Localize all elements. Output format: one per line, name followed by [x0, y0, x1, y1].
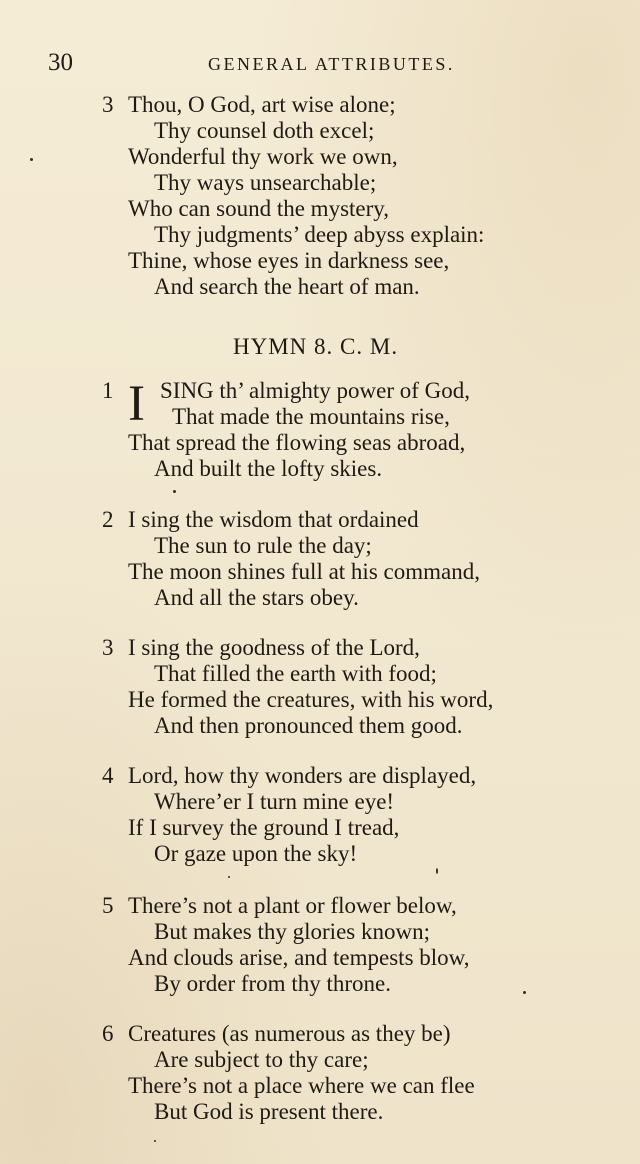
ink-speck: [154, 1140, 156, 1142]
verse-line: The moon shines full at his command,: [128, 559, 480, 584]
ink-speck: [228, 876, 230, 878]
stanza-number: 3: [102, 92, 114, 117]
verse-line: Thy ways unsearchable;: [154, 170, 377, 195]
hymn-title: HYMN 8. C. M.: [233, 334, 399, 359]
verse-line: Wonderful thy work we own,: [128, 144, 398, 169]
verse-line: If I survey the ground I tread,: [128, 815, 400, 840]
stanza-number: 3: [102, 635, 114, 660]
ink-speck: [173, 490, 176, 493]
verse-line: Where’er I turn mine eye!: [154, 789, 395, 814]
verse-line: Creatures (as numerous as they be): [128, 1021, 451, 1046]
stanza-number: 4: [102, 763, 114, 788]
stanza-number: 5: [102, 893, 114, 918]
verse-line: That made the mountains rise,: [172, 404, 450, 429]
drop-cap: I: [128, 376, 145, 432]
verse-line: Or gaze upon the sky!: [154, 841, 358, 866]
verse-line: Lord, how thy wonders are displayed,: [128, 763, 477, 788]
verse-line: Thine, whose eyes in darkness see,: [128, 248, 450, 273]
verse-line: And search the heart of man.: [154, 274, 420, 299]
stanza-number: 6: [102, 1021, 114, 1046]
verse-line: SING th’ almighty power of God,: [160, 378, 471, 403]
verse-line: I sing the wisdom that ordained: [128, 507, 419, 532]
verse-line: That filled the earth with food;: [154, 661, 437, 686]
stanza-1: [102, 378, 602, 482]
verse-line: Thou, O God, art wise alone;: [128, 92, 396, 117]
verse-line: He formed the creatures, with his word,: [128, 687, 494, 712]
verse-line: And then pronounced them good.: [154, 713, 463, 738]
verse-line: But makes thy glories known;: [154, 919, 430, 944]
verse-line: Thy counsel doth excel;: [154, 118, 375, 143]
ink-speck: [523, 991, 526, 994]
ink-speck: [436, 868, 438, 874]
verse-line: Thy judgments’ deep abyss explain:: [154, 222, 485, 247]
verse-line: There’s not a plant or flower below,: [128, 893, 457, 918]
verse-line: Are subject to thy care;: [154, 1047, 369, 1072]
verse-line: By order from thy throne.: [154, 971, 391, 996]
verse-line: And clouds arise, and tempests blow,: [128, 945, 470, 970]
verse-line: That spread the flowing seas abroad,: [128, 430, 466, 455]
stanza-number: 1: [102, 378, 114, 403]
page-header: [48, 48, 478, 80]
ink-speck: [30, 158, 33, 161]
verse-line: And all the stars obey.: [154, 585, 359, 610]
verse-line: But God is present there.: [154, 1099, 384, 1124]
page-number: 30: [48, 49, 73, 76]
verse-line: The sun to rule the day;: [154, 533, 372, 558]
running-head: GENERAL ATTRIBUTES.: [208, 54, 455, 74]
verse-line: Who can sound the mystery,: [128, 196, 390, 221]
stanza-number: 2: [102, 507, 114, 532]
verse-line: And built the lofty skies.: [154, 456, 383, 481]
verse-line: There’s not a place where we can flee: [128, 1073, 475, 1098]
verse-line: I sing the goodness of the Lord,: [128, 635, 420, 660]
